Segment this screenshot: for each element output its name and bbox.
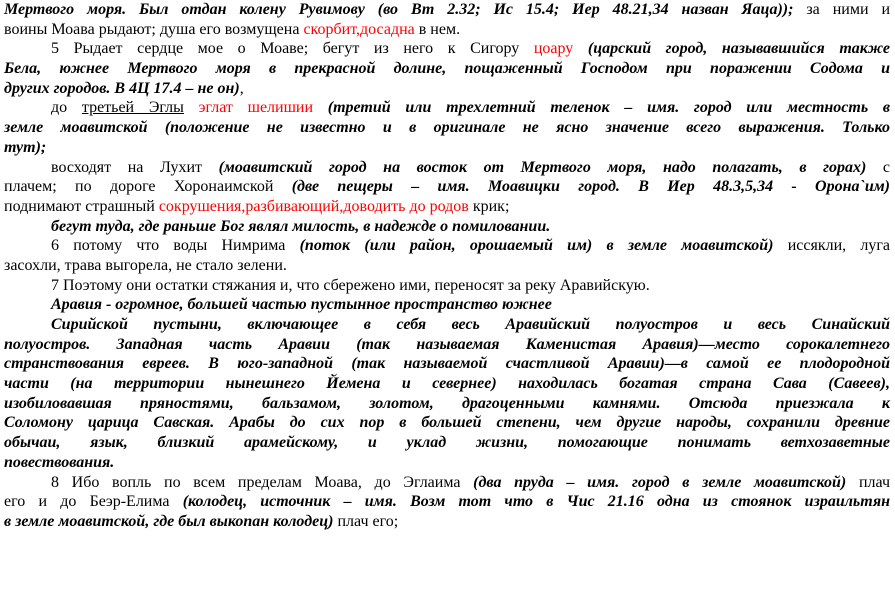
text-line: [4, 335, 890, 355]
text-line: [4, 394, 890, 414]
text-line: [4, 374, 890, 394]
verse-text: плач его;: [333, 512, 399, 530]
text-line: [4, 315, 890, 335]
text-line: [4, 0, 890, 20]
verse-text: ,: [239, 79, 244, 97]
commentary-text: (царский город, называвшийся также: [573, 40, 890, 58]
text-line: [4, 276, 890, 296]
highlighted-term: скорбит,досадна: [303, 20, 415, 38]
verse-text: его и до Беэр-Елима: [4, 493, 183, 511]
commentary-text: повествования.: [4, 453, 115, 471]
text-line: [4, 512, 890, 532]
highlighted-term: цоару: [533, 40, 574, 58]
commentary-text: (третий или трехлетний теленок – имя. город или местность в: [313, 99, 891, 117]
commentary-text: других городов. В 4Ц 17.4 – не он): [4, 79, 240, 97]
verse-text: [184, 99, 199, 116]
verse-text: воины Моава рыдают; душа его возмущена: [4, 20, 304, 38]
verse-text: поднимают страшный: [4, 197, 159, 215]
text-line: [4, 295, 890, 315]
text-line: [4, 59, 890, 79]
commentary-text: земле моавитской (положение не известно и в оригинале не ясно значение всего выражения. Только: [4, 119, 890, 137]
text-line: [4, 197, 890, 217]
verse-text: за ними и: [793, 1, 891, 18]
commentary-text: (колодец, источник – имя. Возм тот что в Чис 21.16 одна из стоянок израильтян: [182, 493, 891, 511]
commentary-text: части (на территории нынешнего Йемена и севернее) находилась богатая страна Сава (Савеев),: [4, 375, 890, 393]
text-line: [4, 354, 890, 374]
verse-text: 6 потому что воды Нимрима: [51, 237, 300, 255]
text-line: [4, 158, 890, 178]
commentary-text: Мертвого моря. Был отдан колену Рувимову (во Вт 2.32; Ис 15.4; Иер 48.21,34 назван Яаца));: [4, 1, 794, 18]
text-line: [4, 236, 890, 256]
text-line: [4, 256, 890, 276]
commentary-text: (моавитский город на восток от Мертвого моря, надо полагать, в горах): [218, 158, 867, 176]
commentary-text: бегут туда, где раньше Бог являл милость, в надежде о помиловании.: [51, 217, 551, 235]
highlighted-term: эглат шелишии: [198, 99, 314, 117]
commentary-text: Бела, южнее Мертвого моря в прекрасной долине, пощаженный Господом при поражении Содома и: [4, 60, 890, 78]
text-line: [4, 413, 890, 433]
verse-text: в нем.: [414, 20, 461, 38]
text-line: [4, 138, 890, 158]
verse-text: иссякли, луга: [773, 237, 891, 255]
verse-text: 8 Ибо вопль по всем пределам Моава, до Эглаима: [51, 473, 474, 491]
text-line: [4, 98, 890, 118]
commentary-text: Сирийской пустыни, включающее в себя весь Аравийский полуостров и весь Синайский: [51, 316, 890, 333]
commentary-text: Соломону царица Савская. Арабы до сих пор в большей степени, чем другие народы, сохранили древние: [4, 414, 890, 432]
verse-text: 5 Рыдает сердце мое о Моаве; бегут из него к Сигору: [51, 40, 534, 58]
commentary-text: (два пруда – имя. город в земле моавитской): [473, 473, 847, 491]
verse-text: 7 Поэтому они остатки стяжания и, что сбережено ими, переносят за реку Аравийскую.: [51, 276, 650, 294]
text-line: [4, 79, 890, 99]
verse-text: плач: [846, 473, 890, 491]
underlined-term: третьей Эглы: [81, 99, 184, 117]
verse-text: крик;: [468, 197, 510, 215]
text-line: [4, 217, 890, 237]
verse-text: плачем; по дороге Хоронаимской: [4, 178, 292, 196]
text-line: [4, 453, 890, 473]
commentary-text: (поток (или район, орошаемый им) в земле моавитской): [299, 237, 774, 255]
commentary-text: полуостров. Западная часть Аравии (так называемая Каменистая Аравия)—место сорокалетнего: [4, 335, 890, 353]
verse-text: с: [866, 158, 891, 176]
commentary-text: тут);: [4, 138, 47, 156]
commentary-text: (две пещеры – имя. Моавицки город. В Иер 48.3,5,34 - Орона`им): [291, 178, 891, 196]
text-line: [4, 118, 890, 138]
text-line: [4, 177, 890, 197]
commentary-text: обычаи, язык, близкий арамейскому, и уклад жизни, помогающие понимать ветхозаветные: [4, 434, 890, 452]
commentary-text: изобиловавшая пряностями, бальзамом, золотом, драгоценными камнями. Отсюда приезжала к: [4, 394, 890, 412]
text-line: [4, 473, 890, 493]
highlighted-term: сокрушения,разбивающий,доводить до родов: [158, 197, 469, 215]
commentary-text: в земле моавитской, где был выкопан колодец): [4, 512, 334, 530]
commentary-text: странствования евреев. В юго-западной (так называемой счастливой Аравии)—в самой ее плодородной: [4, 355, 890, 373]
verse-text: засохли, трава выгорела, не стало зелени.: [4, 256, 287, 274]
text-line: [4, 492, 890, 512]
text-line: [4, 433, 890, 453]
commentary-text: Аравия - огромное, большей частью пустынное пространство южнее: [51, 296, 552, 314]
text-line: [4, 39, 890, 59]
text-line: [4, 20, 890, 40]
verse-text: восходят на Лухит: [51, 158, 219, 176]
verse-text: до: [51, 99, 82, 117]
